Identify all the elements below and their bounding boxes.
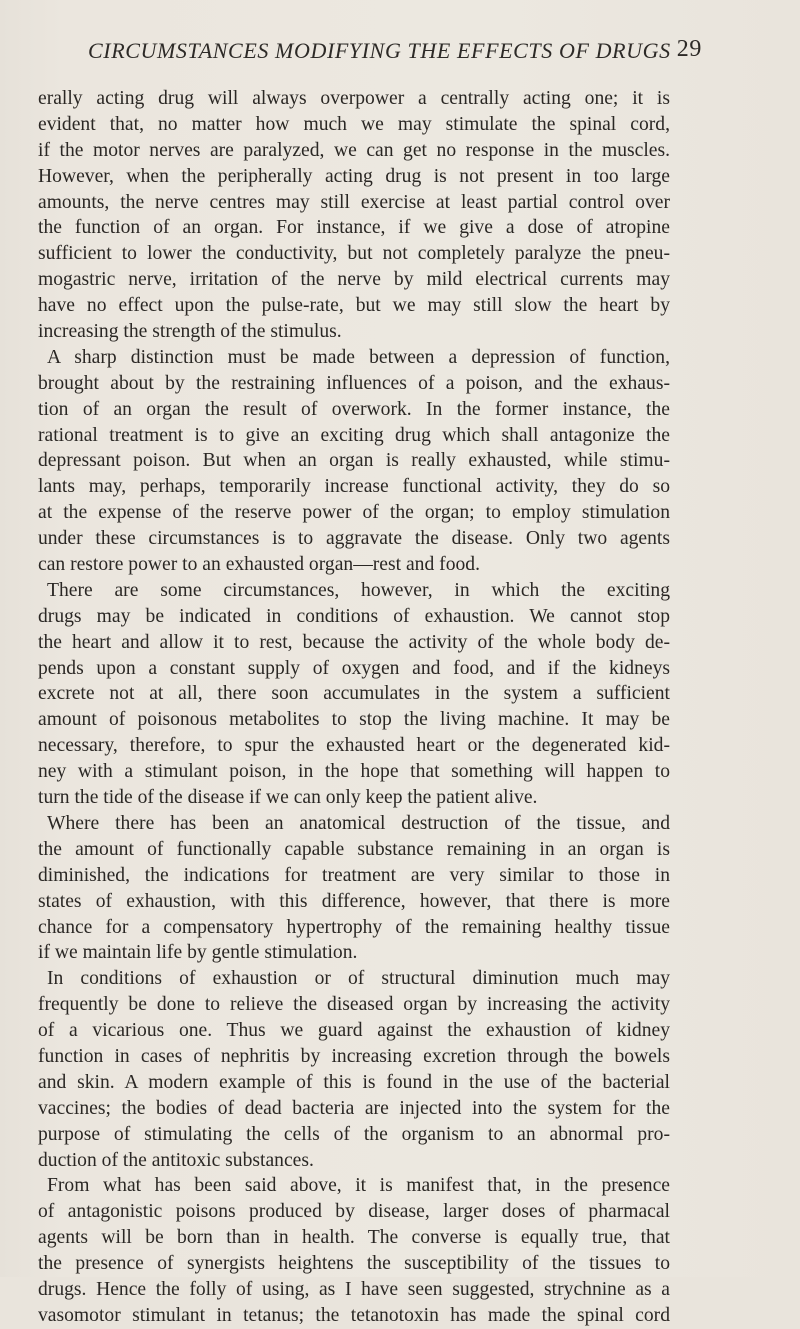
text-line: evident that, no matter how much we may stimulate the spinal cord, [38,113,670,135]
text-line: turn the tide of the disease if we can only keep the patient alive. [38,787,538,809]
text-line: excrete not at all, there soon accumulates in the system a sufficient [38,683,670,705]
text-line: necessary, therefore, to spur the exhausted heart or the degenerated kid- [38,735,670,757]
text-line: and skin. A modern example of this is found in the use of the bacterial [38,1071,670,1093]
text-line: mogastric nerve, irritation of the nerve by mild electrical currents may [38,269,670,291]
text-line: of a vicarious one. Thus we guard against the exhaustion of kidney [38,1020,670,1042]
text-line: Where there has been an anatomical destruction of the tissue, and [47,812,670,834]
text-line: drugs may be indicated in conditions of exhaustion. We cannot stop [38,605,670,627]
text-line: From what has been said above, it is manifest that, in the presence [47,1175,670,1197]
text-line: can restore power to an exhausted organ—rest and food. [38,554,480,576]
text-line: rational treatment is to give an exciting drug which shall antagonize the [38,424,670,446]
text-line: purpose of stimulating the cells of the organism to an abnormal pro- [38,1123,670,1145]
text-line: if the motor nerves are paralyzed, we can get no response in the muscles. [38,139,670,161]
text-line: vasomotor stimulant in tetanus; the tetanotoxin has made the spinal cord [38,1304,670,1326]
text-line: amount of poisonous metabolites to stop the living machine. It may be [38,709,670,731]
running-head [88,34,702,68]
text-line: the function of an organ. For instance, if we give a dose of atropine [38,217,670,239]
running-title: CIRCUMSTANCES MODIFYING THE EFFECTS OF DRUGS [88,38,671,63]
text-line: if we maintain life by gentle stimulation. [38,942,358,964]
text-line: function in cases of nephritis by increasing excretion through the bowels [38,1045,670,1067]
text-line: duction of the antitoxic substances. [38,1149,314,1171]
text-line: tion of an organ the result of overwork. In the former instance, the [38,398,670,420]
text-line: erally acting drug will always overpower a centrally acting one; it is [38,88,670,109]
text-line: sufficient to lower the conductivity, but not completely paralyze the pneu- [38,243,670,265]
text-line: brought about by the restraining influences of a poison, and the exhaus- [38,372,670,394]
text-line: lants may, perhaps, temporarily increase functional activity, they do so [38,476,670,498]
text-line: under these circumstances is to aggravate the disease. Only two agents [38,528,670,550]
text-line: of antagonistic poisons produced by disease, larger doses of pharmacal [38,1201,670,1223]
text-line: A sharp distinction must be made between a depression of function, [47,346,670,368]
text-line: states of exhaustion, with this difference, however, that there is more [38,890,670,912]
text-line: depressant poison. But when an organ is really exhausted, while stimu- [38,450,670,472]
text-line: increasing the strength of the stimulus. [38,321,342,343]
text-line: at the expense of the reserve power of the organ; to employ stimulation [38,502,670,524]
text-line: the presence of synergists heightens the susceptibility of the tissues to [38,1253,670,1275]
page-number: 29 [676,36,702,62]
text-line: the heart and allow it to rest, because the activity of the whole body de- [38,631,670,653]
text-line: frequently be done to relieve the diseased organ by increasing the activity [38,994,670,1016]
text-line: ney with a stimulant poison, in the hope that something will happen to [38,761,670,783]
text-line: the amount of functionally capable substance remaining in an organ is [38,838,670,860]
body-text [38,86,670,1329]
text-line: chance for a compensatory hypertrophy of the remaining healthy tissue [38,916,670,938]
text-line: diminished, the indications for treatment are very similar to those in [38,864,670,886]
text-line: agents will be born than in health. The converse is equally true, that [38,1227,670,1249]
text-line: There are some circumstances, however, in which the exciting [47,579,670,601]
text-line: In conditions of exhaustion or of structural diminution much may [47,968,670,990]
text-line: However, when the peripherally acting drug is not present in too large [38,165,670,187]
text-line: pends upon a constant supply of oxygen and food, and if the kidneys [38,657,670,679]
text-line: have no effect upon the pulse-rate, but we may still slow the heart by [38,295,670,317]
text-line: vaccines; the bodies of dead bacteria are injected into the system for the [38,1097,670,1119]
text-line: drugs. Hence the folly of using, as I have seen suggested, strychnine as a [38,1278,670,1300]
text-line: amounts, the nerve centres may still exercise at least partial control over [38,191,670,213]
